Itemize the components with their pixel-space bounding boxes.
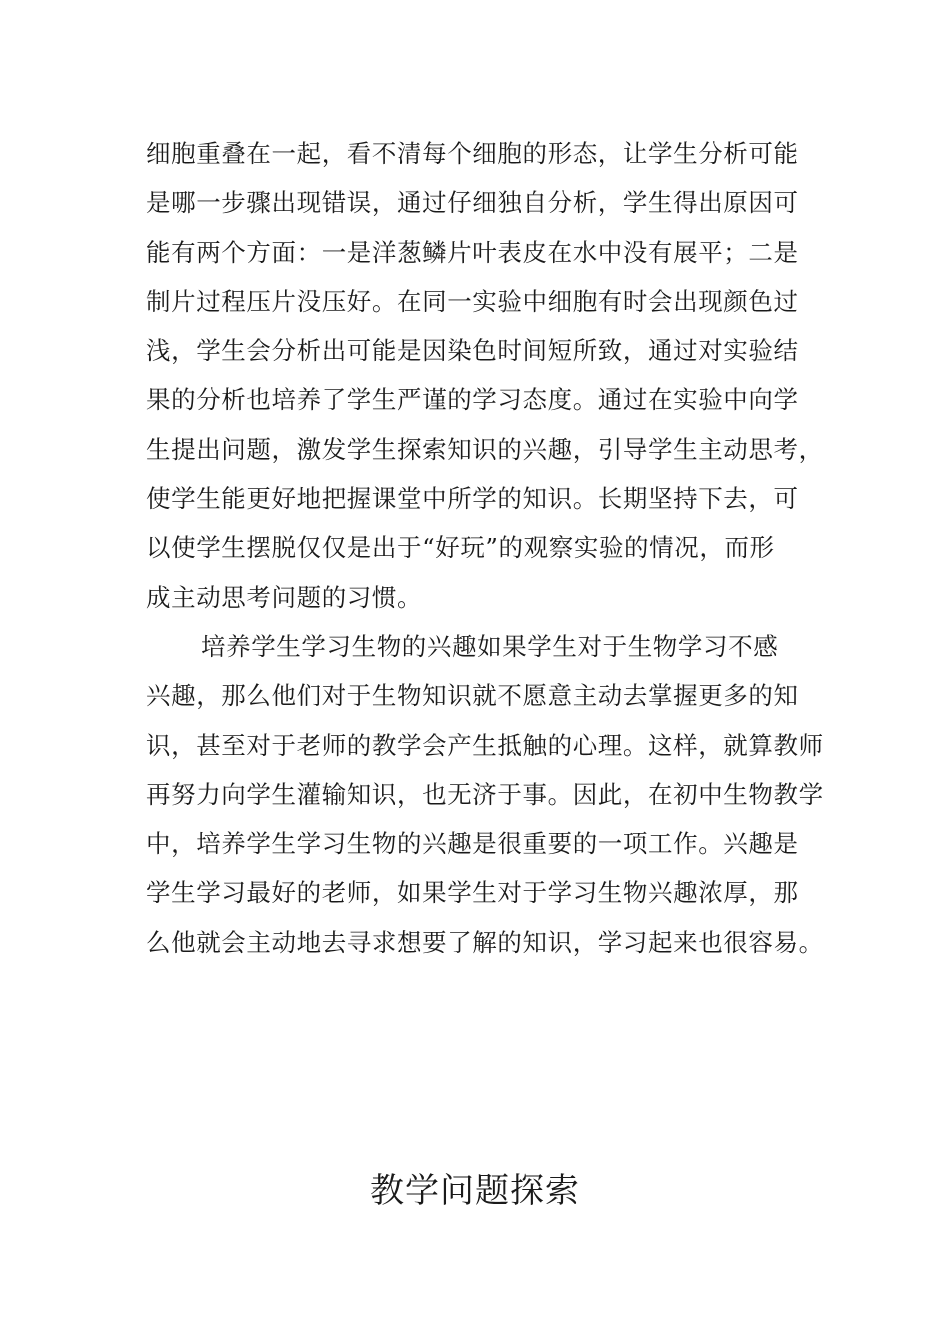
text-line: 以使学生摆脱仅仅是出于“好玩”的观察实验的情况，而形 <box>146 533 775 563</box>
text-line: 果的分析也培养了学生严谨的学习态度。通过在实验中向学 <box>146 385 799 415</box>
paragraph-continued <box>146 129 824 622</box>
text-line: 浅，学生会分析出可能是因染色时间短所致，通过对实验结 <box>146 336 799 366</box>
text-line: 学生学习最好的老师，如果学生对于学习生物兴趣浓厚，那 <box>146 878 799 908</box>
text-line: 使学生能更好地把握课堂中所学的知识。长期坚持下去，可 <box>146 484 799 514</box>
document-body <box>146 129 824 967</box>
text-line: 是哪一步骤出现错误，通过仔细独自分析，学生得出原因可 <box>146 188 799 218</box>
text-line: 细胞重叠在一起，看不清每个细胞的形态，让学生分析可能 <box>146 139 799 168</box>
section-title: 教学问题探索 <box>370 1171 580 1211</box>
text-line: 培养学生学习生物的兴趣如果学生对于生物学习不感 <box>201 631 779 661</box>
text-line: 制片过程压片没压好。在同一实验中细胞有时会出现颜色过 <box>146 286 799 316</box>
text-line: 生提出问题，激发学生探索知识的兴趣，引导学生主动思考， <box>146 434 824 464</box>
text-line: 能有两个方面：一是洋葱鳞片叶表皮在水中没有展平；二是 <box>146 237 799 267</box>
text-line: 成主动思考问题的习惯。 <box>146 582 423 612</box>
paragraph-interest <box>146 622 824 967</box>
text-line: 再努力向学生灌输知识，也无济于事。因此，在初中生物教学 <box>146 779 824 809</box>
text-line: 中，培养学生学习生物的兴趣是很重要的一项工作。兴趣是 <box>146 829 799 859</box>
text-line: 么他就会主动地去寻求想要了解的知识，学习起来也很容易。 <box>146 927 824 957</box>
text-line: 兴趣，那么他们对于生物知识就不愿意主动去掌握更多的知 <box>146 681 799 711</box>
text-line: 识，甚至对于老师的教学会产生抵触的心理。这样，就算教师 <box>146 730 824 760</box>
